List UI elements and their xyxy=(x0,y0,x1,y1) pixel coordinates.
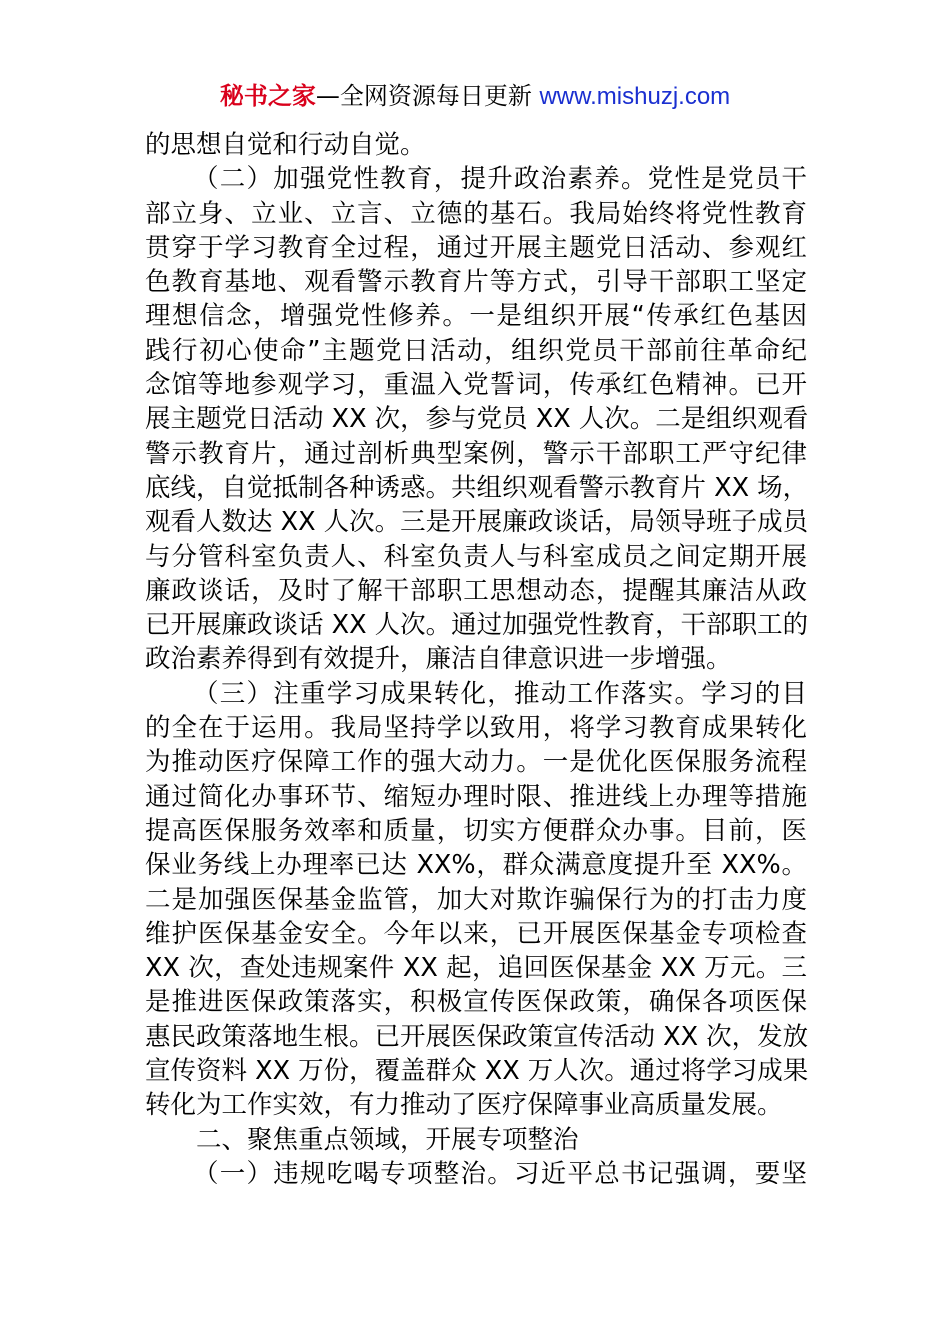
text-line: 通过简化办事环节、缩短办理时限、推进线上办理等措施 xyxy=(145,781,807,812)
text-line: 已开展廉政谈话 XX 人次。通过加强党性教育，干部职工的 xyxy=(145,610,809,641)
site-brand: 秘书之家 xyxy=(219,82,316,110)
document-body xyxy=(145,128,807,1191)
site-header xyxy=(0,80,950,113)
text-line: 保业务线上办理率已达 XX%，群众满意度提升至 XX%。 xyxy=(145,850,807,881)
text-line: 观看人数达 XX 人次。三是开展廉政谈话，局领导班子成员 xyxy=(145,507,809,538)
text-line: 廉政谈话，及时了解干部职工思想动态，提醒其廉洁从政 xyxy=(145,575,807,606)
text-line: 的全在于运用。我局坚持学以致用，将学习教育成果转化 xyxy=(145,713,807,744)
text-line: 是推进医保政策落实，积极宣传医保政策，确保各项医保 xyxy=(145,987,807,1018)
chapter-heading: 二、聚焦重点领域，开展专项整治 xyxy=(196,1124,579,1155)
text-line: 为推动医疗保障工作的强大动力。一是优化医保服务流程 xyxy=(145,747,807,778)
text-line: 念馆等地参观学习，重温入党誓词，传承红色精神。已开 xyxy=(145,370,807,401)
text-line: 惠民政策落地生根。已开展医保政策宣传活动 XX 次，发放 xyxy=(145,1021,809,1052)
text-line: 二是加强医保基金监管，加大对欺诈骗保行为的打击力度 xyxy=(145,884,807,915)
text-line: 色教育基地、观看警示教育片等方式，引导干部职工坚定 xyxy=(145,267,807,298)
site-tagline: —全网资源每日更新 xyxy=(315,82,540,110)
section-heading-3: （三）注重学习成果转化，推动工作落实。学习的目 xyxy=(193,678,807,709)
text-line: 部立身、立业、立言、立德的基石。我局始终将党性教育 xyxy=(145,198,807,229)
text-line: 政治素养得到有效提升，廉洁自律意识进一步增强。 xyxy=(145,644,732,675)
text-line: 与分管科室负责人、科室负责人与科室成员之间定期开展 xyxy=(145,541,807,572)
text-line: 提高医保服务效率和质量，切实方便群众办事。目前，医 xyxy=(145,815,807,846)
site-url-link[interactable]: www.mishuzj.com xyxy=(539,83,731,110)
text-line: XX 次，查处违规案件 XX 起，追回医保基金 XX 万元。三 xyxy=(145,953,807,984)
text-line: 警示教育片，通过剖析典型案例，警示干部职工严守纪律 xyxy=(145,438,807,469)
text-line: 宣传资料 XX 万份，覆盖群众 XX 万人次。通过将学习成果 xyxy=(145,1056,809,1087)
text-line: 底线，自觉抵制各种诱惑。共组织观看警示教育片 XX 场， xyxy=(145,472,809,503)
section-heading-2: （二）加强党性教育，提升政治素养。党性是党员干 xyxy=(193,164,807,195)
text-line: 维护医保基金安全。今年以来，已开展医保基金专项检查 xyxy=(145,918,807,949)
text-line: 理想信念，增强党性修养。一是组织开展“传承红色基因 xyxy=(145,301,807,332)
section-heading-1: （一）违规吃喝专项整治。习近平总书记强调，要坚 xyxy=(193,1158,807,1189)
text-line: 践行初心使命”主题党日活动，组织党员干部前往革命纪 xyxy=(145,335,807,366)
text-line: 贯穿于学习教育全过程，通过开展主题党日活动、参观红 xyxy=(145,232,807,263)
text-line: 转化为工作实效，有力推动了医疗保障事业高质量发展。 xyxy=(145,1090,783,1121)
text-line: 展主题党日活动 XX 次，参与党员 XX 人次。二是组织观看 xyxy=(145,404,809,435)
text-line: 的思想自觉和行动自觉。 xyxy=(145,130,426,160)
